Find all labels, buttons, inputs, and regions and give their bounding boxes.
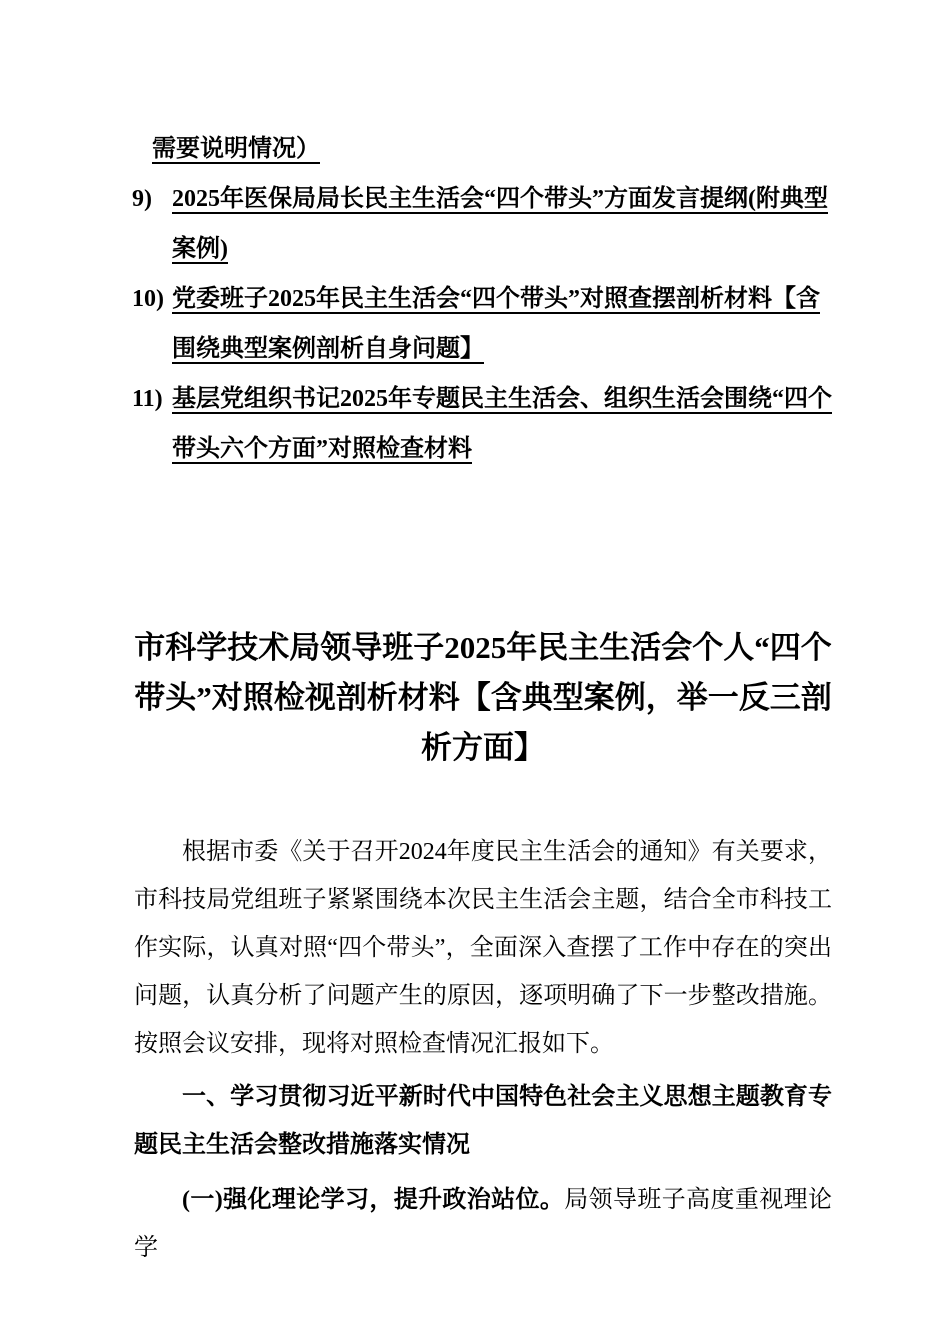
list-item-11-link[interactable]: 基层党组织书记2025年专题民主生活会、组织生活会围绕“四个带头六个方面”对照检查材料 [172,386,832,462]
spacer-before-title [134,474,832,623]
document-title: 市科学技术局领导班子2025年民主生活会个人“四个带头”对照检视剖析材料【含典型案例，举一反三剖析方面】 [134,630,832,765]
list-item-10-link[interactable]: 党委班子2025年民主生活会“四个带头”对照查摆剖析材料【含围绕典型案例剖析自身问题】 [172,286,820,362]
list-item-9-link[interactable]: 2025年医保局局长民主生活会“四个带头”方面发言提纲(附典型案例) [172,186,828,262]
list-item-8-link-text[interactable]: 需要说明情况） [152,136,320,162]
list-item-9-number: 9) [132,186,152,212]
spacer-before-body [134,773,832,828]
reference-list [134,124,832,474]
list-item-8-continuation [134,124,832,174]
subsection-1-lead: (一)强化理论学习，提升政治站位。 [182,1187,565,1213]
document-body [134,828,832,1272]
subsection-1-paragraph [134,1176,832,1272]
list-item-10-number: 10) [132,286,164,312]
list-item-10 [134,274,832,374]
list-item-11-number: 11) [132,386,163,412]
subsection-1-body-text: 局领导班子高度重视理论学 [134,1187,833,1261]
intro-paragraph: 根据市委《关于召开2024年度民主生活会的通知》有关要求，市科技局党组班子紧紧围绕本次民主生活会主题，结合全市科技工作实际，认真对照“四个带头”，全面深入查摆了工作中存在的突出问题，认真分析了问题产生的原因，逐项明确了下一步整改措施。按照会议安排，现将对照检查情况汇报如下。 [134,839,832,1057]
list-item-9 [134,174,832,274]
section-1-heading: 一、学习贯彻习近平新时代中国特色社会主义思想主题教育专题民主生活会整改措施落实情况 [134,1084,832,1158]
list-item-11 [134,374,832,474]
